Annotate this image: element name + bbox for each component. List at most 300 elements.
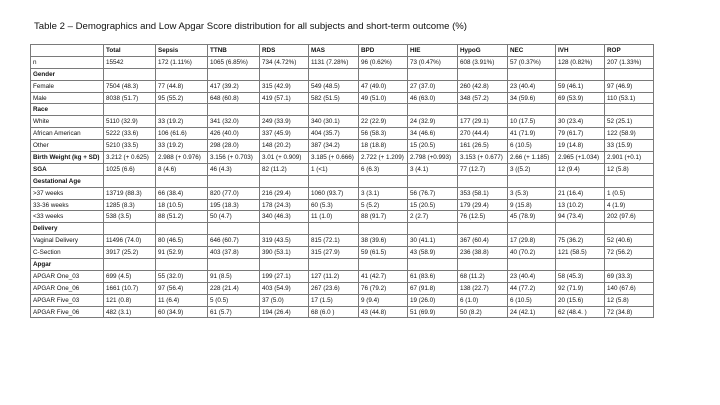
table-cell: 73 (0.47%) [408,56,458,68]
table-cell [156,175,208,187]
table-cell: 23 (40.4) [508,270,556,282]
table-row [31,163,654,175]
section-label: Delivery [31,223,104,235]
table-cell: 60 (5.3) [309,199,359,211]
table-cell: 699 (4.5) [104,270,156,282]
table-cell [309,259,359,271]
table-cell: 61 (83.6) [408,270,458,282]
section-row [31,223,654,235]
table-cell: 80 (46.5) [156,235,208,247]
table-cell: 207 (1.33%) [605,56,654,68]
table-cell: 24 (42.1) [508,306,556,318]
table-cell: 319 (43.5) [260,235,309,247]
table-cell [309,68,359,80]
table-cell: 19 (26.0) [408,294,458,306]
section-row [31,104,654,116]
header-cell: Sepsis [156,45,208,57]
table-cell: 45 (78.9) [508,211,556,223]
table-cell [156,104,208,116]
table-cell: 3 ((5.2) [508,163,556,175]
table-cell: 43 (58.9) [408,247,458,259]
table-cell [104,68,156,80]
table-cell: 40 (70.2) [508,247,556,259]
table-cell: 27 (37.0) [408,80,458,92]
table-cell: 2.722 (+ 1.209) [359,152,408,164]
table-cell [156,68,208,80]
table-cell: 44 (77.2) [508,282,556,294]
row-label: APGAR One_03 [31,270,104,282]
table-cell: 9 (15.8) [508,199,556,211]
header-cell: TTNB [208,45,260,57]
table-cell: 30 (23.4) [556,116,605,128]
table-cell: 13 (10.2) [556,199,605,211]
table-cell [556,223,605,235]
table-cell: 46 (4.3) [208,163,260,175]
table-cell [408,175,458,187]
table-cell [605,223,654,235]
table-cell: 47 (49.0) [359,80,408,92]
table-cell: 5222 (33.6) [104,128,156,140]
row-label: White [31,116,104,128]
table-cell: 110 (53.1) [605,92,654,104]
table-row [31,128,654,140]
table-cell [208,104,260,116]
table-cell: 8038 (51.7) [104,92,156,104]
table-cell: 79 (61.7) [556,128,605,140]
table-cell: 34 (46.6) [408,128,458,140]
table-cell: 97 (46.9) [605,80,654,92]
table-cell [208,223,260,235]
table-cell: 18 (10.5) [156,199,208,211]
table-cell: 3.153 (+ 0.677) [458,152,508,164]
header-cell: HypoG [458,45,508,57]
table-cell: 2.965 (+1.034) [556,152,605,164]
table-cell: 140 (67.6) [605,282,654,294]
section-label: Apgar [31,259,104,271]
table-cell: 341 (32.0) [208,116,260,128]
table-cell [458,68,508,80]
row-label: African American [31,128,104,140]
table-cell: 46 (63.0) [408,92,458,104]
table-cell: 179 (29.4) [458,199,508,211]
table-cell [508,104,556,116]
table-cell: 202 (97.6) [605,211,654,223]
table-cell: 1060 (93.7) [309,187,359,199]
table-cell: 148 (20.2) [260,140,309,152]
table-cell: 88 (51.2) [156,211,208,223]
table-cell: 77 (44.8) [156,80,208,92]
table-cell: 17 (29.8) [508,235,556,247]
row-label: Vaginal Delivery [31,235,104,247]
table-cell [605,68,654,80]
table-cell: 3 (5.3) [508,187,556,199]
table-row [31,56,654,68]
table-cell: 58 (45.3) [556,270,605,282]
table-cell [156,259,208,271]
table-cell: 1131 (7.28%) [309,56,359,68]
table-cell: 56 (76.7) [408,187,458,199]
table-row [31,187,654,199]
table-cell: 387 (34.2) [309,140,359,152]
table-cell: 52 (40.6) [605,235,654,247]
table-cell: 18 (18.8) [359,140,408,152]
table-cell [458,104,508,116]
table-cell: 417 (39.2) [208,80,260,92]
table-cell: 122 (58.9) [605,128,654,140]
table-cell [458,175,508,187]
header-cell: NEC [508,45,556,57]
table-cell: 178 (24.3) [260,199,309,211]
table-cell: 2.901 (+0.1) [605,152,654,164]
table-cell: 5 (5.2) [359,199,408,211]
table-cell: 15542 [104,56,156,68]
row-label: APGAR Five_03 [31,294,104,306]
table-cell [359,68,408,80]
table-cell: 2.988 (+ 0.976) [156,152,208,164]
table-cell: 15 (20.5) [408,140,458,152]
table-cell: 95 (55.2) [156,92,208,104]
table-cell: 538 (3.5) [104,211,156,223]
table-cell: 72 (56.2) [605,247,654,259]
table-cell: 161 (26.5) [458,140,508,152]
table-cell: 82 (11.2) [260,163,309,175]
table-cell [359,175,408,187]
table-cell: 3917 (25.2) [104,247,156,259]
table-cell: 121 (0.8) [104,294,156,306]
header-cell: HIE [408,45,458,57]
table-cell: 67 (91.8) [408,282,458,294]
table-cell: 390 (53.1) [260,247,309,259]
table-cell: 3 (4.1) [408,163,458,175]
table-row [31,282,654,294]
row-label: SGA [31,163,104,175]
table-cell: 41 (71.9) [508,128,556,140]
table-cell: 177 (29.1) [458,116,508,128]
table-cell [260,104,309,116]
table-cell: 52 (25.1) [605,116,654,128]
table-cell [458,259,508,271]
table-cell: 68 (11.2) [458,270,508,282]
table-cell: 3.01 (+ 0.909) [260,152,309,164]
table-cell [556,175,605,187]
table-cell: 4 (1.9) [605,199,654,211]
table-cell: 260 (42.8) [458,80,508,92]
table-row [31,199,654,211]
row-label: C-Section [31,247,104,259]
table-cell: 23 (40.4) [508,80,556,92]
header-cell: ROP [605,45,654,57]
table-cell: 1 (0.5) [605,187,654,199]
table-cell [556,104,605,116]
table-cell: 66 (38.4) [156,187,208,199]
section-label: Race [31,104,104,116]
table-cell: 121 (58.5) [556,247,605,259]
table-cell: 12 (9.4) [556,163,605,175]
table-row [31,294,654,306]
table-cell: 608 (3.91%) [458,56,508,68]
row-label: >37 weeks [31,187,104,199]
table-cell [260,259,309,271]
table-cell: 1 (<1) [309,163,359,175]
table-cell: 43 (44.8) [359,306,408,318]
table-cell: 11 (1.0) [309,211,359,223]
table-cell: 62 (48.4. ) [556,306,605,318]
table-cell: 6 (6.3) [359,163,408,175]
table-cell: 228 (21.4) [208,282,260,294]
row-label: Other [31,140,104,152]
table-cell: 91 (52.9) [156,247,208,259]
table-cell [605,259,654,271]
table-cell: 24 (32.9) [408,116,458,128]
table-cell: 815 (72.1) [309,235,359,247]
table-title: Table 2 – Demographics and Low Apgar Score distribution for all subjects and short-term outcome (%) [34,21,467,32]
table-cell: 6 (10.5) [508,140,556,152]
table-cell: 22 (22.9) [359,116,408,128]
table-cell: 138 (22.7) [458,282,508,294]
table-cell [156,223,208,235]
row-label: APGAR Five_06 [31,306,104,318]
table-cell [359,223,408,235]
table-cell: 21 (16.4) [556,187,605,199]
header-cell: RDS [260,45,309,57]
table-cell: 50 (4.7) [208,211,260,223]
table-cell: 340 (46.3) [260,211,309,223]
row-label: Female [31,80,104,92]
table-cell: 60 (34.9) [156,306,208,318]
table-cell: 9 (9.4) [359,294,408,306]
table-cell: 92 (71.9) [556,282,605,294]
row-label: Birth Weight (kg + SD) [31,152,104,164]
table-cell: 2.798 (+0.993) [408,152,458,164]
table-cell: 33 (15.9) [605,140,654,152]
header-cell: BPD [359,45,408,57]
table-cell: 195 (18.3) [208,199,260,211]
row-label: Male [31,92,104,104]
table-cell: 3.156 (+ 0.703) [208,152,260,164]
header-cell: MAS [309,45,359,57]
table-cell: 5 (0.5) [208,294,260,306]
header-cell: Total [104,45,156,57]
table-cell [408,223,458,235]
table-cell [104,104,156,116]
table-cell: 96 (0.62%) [359,56,408,68]
section-row [31,259,654,271]
table-cell: 646 (60.7) [208,235,260,247]
table-cell: 2.66 (+ 1.185) [508,152,556,164]
table-cell: 549 (48.5) [309,80,359,92]
table-cell: 172 (1.11%) [156,56,208,68]
table-cell: 12 (5.8) [605,294,654,306]
table-cell: 13719 (88.3) [104,187,156,199]
table-cell: 41 (42.7) [359,270,408,282]
table-cell: 10 (17.5) [508,116,556,128]
table-cell [104,175,156,187]
table-cell: 56 (58.3) [359,128,408,140]
table-row [31,80,654,92]
table-cell: 76 (79.2) [359,282,408,294]
table-cell: 648 (60.8) [208,92,260,104]
table-cell: 88 (91.7) [359,211,408,223]
table-cell: 236 (38.8) [458,247,508,259]
table-cell [408,259,458,271]
table-row [31,152,654,164]
table-cell: 50 (8.2) [458,306,508,318]
table-cell: 97 (56.4) [156,282,208,294]
table-cell [408,104,458,116]
table-cell [508,259,556,271]
table-cell [458,223,508,235]
table-cell: 33 (19.2) [156,116,208,128]
table-cell [309,223,359,235]
table-cell [104,223,156,235]
table-cell: 72 (34.8) [605,306,654,318]
table-cell: 61 (5.7) [208,306,260,318]
table-cell: 419 (57.1) [260,92,309,104]
table-cell: 404 (35.7) [309,128,359,140]
table-cell [359,259,408,271]
table-cell: 37 (5.0) [260,294,309,306]
table-cell [408,68,458,80]
table-row [31,306,654,318]
table-cell: 216 (29.4) [260,187,309,199]
header-cell-blank [31,45,104,57]
table-cell: 298 (28.0) [208,140,260,152]
table-cell [605,175,654,187]
table-cell: 426 (40.0) [208,128,260,140]
table-cell: 2 (2.7) [408,211,458,223]
table-row [31,235,654,247]
row-label: n [31,56,104,68]
table-cell [260,223,309,235]
table-cell [208,175,260,187]
table-cell: 15 (20.5) [408,199,458,211]
table-cell [508,175,556,187]
table-cell: 315 (27.9) [309,247,359,259]
table-cell: 403 (54.9) [260,282,309,294]
table-cell [309,104,359,116]
table-cell: 340 (30.1) [309,116,359,128]
demographics-table [30,44,654,318]
table-cell: 3.212 (+ 0.625) [104,152,156,164]
table-cell: 270 (44.4) [458,128,508,140]
table-cell: 337 (45.9) [260,128,309,140]
table-cell [508,68,556,80]
table-cell [104,259,156,271]
table-cell: 348 (57.2) [458,92,508,104]
table-cell: 11496 (74.0) [104,235,156,247]
section-row [31,175,654,187]
table-cell: 106 (61.6) [156,128,208,140]
table-row [31,92,654,104]
table-cell: 1065 (6.85%) [208,56,260,68]
table-cell: 8 (4.6) [156,163,208,175]
table-cell: 3 (3.1) [359,187,408,199]
table-cell: 5110 (32.9) [104,116,156,128]
table-cell: 33 (19.2) [156,140,208,152]
table-cell: 353 (58.1) [458,187,508,199]
table-cell: 127 (11.2) [309,270,359,282]
table-cell [260,68,309,80]
table-cell: 51 (69.9) [408,306,458,318]
row-label: 33-36 weeks [31,199,104,211]
section-label: Gender [31,68,104,80]
table-cell: 582 (51.5) [309,92,359,104]
table-cell: 91 (8.5) [208,270,260,282]
table-cell: 19 (14.8) [556,140,605,152]
table-cell [508,223,556,235]
table-cell: 367 (60.4) [458,235,508,247]
table-cell: 68 (6.0 ) [309,306,359,318]
table-cell: 6 (10.5) [508,294,556,306]
row-label: APGAR One_06 [31,282,104,294]
table-cell: 5210 (33.5) [104,140,156,152]
table-cell: 12 (5.8) [605,163,654,175]
table-cell: 49 (51.0) [359,92,408,104]
table-cell [208,259,260,271]
table-cell: 194 (26.4) [260,306,309,318]
table-cell: 69 (33.3) [605,270,654,282]
table-cell: 820 (77.0) [208,187,260,199]
table-row [31,270,654,282]
table-cell: 69 (53.9) [556,92,605,104]
table-cell: 6 (1.0) [458,294,508,306]
table-cell: 267 (23.6) [309,282,359,294]
table-cell: 59 (46.1) [556,80,605,92]
table-cell: 38 (39.6) [359,235,408,247]
table-cell: 59 (61.5) [359,247,408,259]
section-row [31,68,654,80]
table-row [31,247,654,259]
header-row [31,45,654,57]
table-cell: 20 (15.6) [556,294,605,306]
table-cell: 17 (1.5) [309,294,359,306]
row-label: <33 weeks [31,211,104,223]
table-cell: 57 (0.37%) [508,56,556,68]
table-cell: 11 (6.4) [156,294,208,306]
table-cell: 403 (37.8) [208,247,260,259]
table-row [31,116,654,128]
table-cell: 1025 (6.6) [104,163,156,175]
table-cell: 1661 (10.7) [104,282,156,294]
table-cell [260,175,309,187]
table-cell: 76 (12.5) [458,211,508,223]
table-cell: 55 (32.0) [156,270,208,282]
table-cell: 7504 (48.3) [104,80,156,92]
table-cell: 199 (27.1) [260,270,309,282]
table-cell [208,68,260,80]
table-cell [359,104,408,116]
table-cell: 482 (3.1) [104,306,156,318]
table-cell: 1285 (8.3) [104,199,156,211]
table-cell [605,104,654,116]
table-cell: 315 (42.9) [260,80,309,92]
section-label: Gestational Age [31,175,104,187]
table-row [31,140,654,152]
table-cell: 75 (36.2) [556,235,605,247]
table-cell [556,68,605,80]
table-cell [556,259,605,271]
table-cell: 249 (33.9) [260,116,309,128]
table-cell: 734 (4.72%) [260,56,309,68]
table-row [31,211,654,223]
table-cell: 34 (59.6) [508,92,556,104]
table-cell: 30 (41.1) [408,235,458,247]
table-cell: 94 (73.4) [556,211,605,223]
table-cell: 128 (0.82%) [556,56,605,68]
table-cell: 3.185 (+ 0.666) [309,152,359,164]
header-cell: IVH [556,45,605,57]
table-cell [309,175,359,187]
